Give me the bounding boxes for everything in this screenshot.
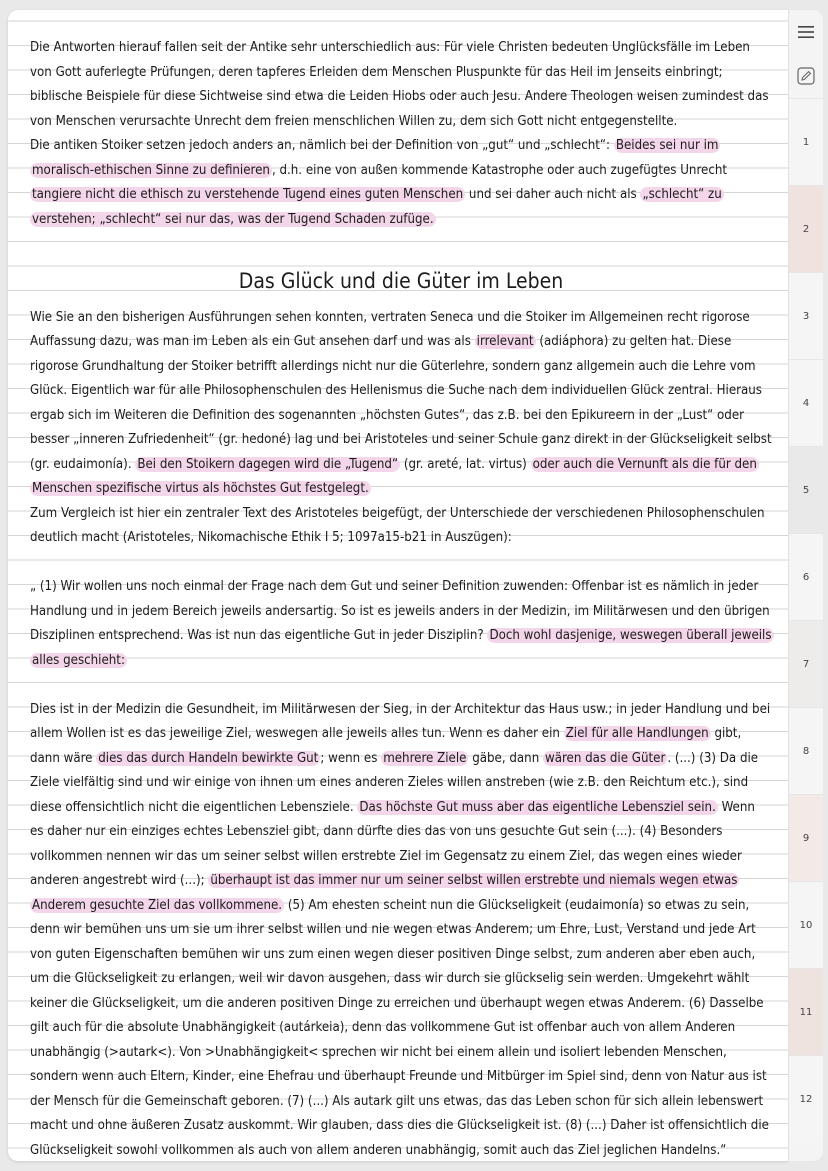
paragraph [30,306,772,502]
page-content [30,36,772,1161]
highlighted-text: wären das die Güter [545,750,666,766]
highlighted-text: Doch wohl dasjenige, weswegen überall jeweils alles geschieht: [32,628,772,668]
paragraph [30,134,772,232]
text-run: Die antiken Stoiker setzen jedoch anders an, nämlich bei der Definition von „gut“ und „schlecht“: [30,138,614,153]
text-run: (adiáphora) zu gelten hat. Diese rigorose Grundhaltung der Stoiker betrifft allerdings nicht nur die Güterlehre, sondern ganz allgemein auch die Lehre vom Glück. Eigentlich war für alle Philosophenschulen des Hellenismus die Suche nach dem individuellen Glück zentral. Hieraus ergab sich im Weiteren die Definition des sogenannten „höchsten Gutes“, das z.B. bei den Epikureern in der „Lust“ oder besser „inneren Zufriedenheit“ (gr. hedoné) lag und bei Aristoteles und seiner Schule ganz direkt in der Glückseligkeit selbst (gr. eudaimonía). [30,334,772,472]
edit-button[interactable] [789,54,823,98]
text-run: (gr. areté, lat. virtus) [400,456,531,472]
page-navigation-rail [788,10,823,1161]
text-run: Wie Sie an den bisherigen Ausführungen sehen konnten, vertraten Seneca und die Stoiker im Allgemeinen recht rigorose Auffassung dazu, was man im Leben als ein Gut ansehen darf und was als [30,309,750,349]
text-run: „ (1) Wir wollen uns noch einmal der Frage nach dem Gut und seiner Definition zuwenden: Offenbar ist es nämlich in jeder Handlung und in jedem Bereich jeweils andersartig. So ist es jeweils anders in der Medizin, im Militärwesen und den übrigen Disziplinen entsprechend. Was ist nun das eigentliche Gut in jeder Disziplin? [30,579,770,643]
notebook-page [8,10,788,1161]
text-run: gibt, dann wäre [30,726,742,766]
text-run: Dies ist in der Medizin die Gesundheit, im Militärwesen der Sieg, in der Architektur das Haus usw.; in jeder Handlung und bei allem Wollen ist es das jeweilige Ziel, weswegen alle jeweils alles tun. Wenn es daher ein [30,701,771,741]
page-tabs [789,98,823,1142]
highlighted-text: Ziel für alle Handlungen [565,726,709,741]
text-run: und sei daher auch nicht als [465,187,641,202]
highlighted-text: dies das durch Handeln bewirkte Gut [98,750,319,766]
page-tab-1[interactable]: 1 [789,98,823,185]
paragraph [30,698,772,1162]
section-title: Das Glück und die Güter im Leben [238,268,564,293]
text-run: (5) Am ehesten scheint nun die Glückseligkeit (eudaimonía) so etwas zu sein, denn wir bemühen uns um sie um ihrer selbst willen und nie wegen etwas Anderem; um Ehre, Lust, Verstand und jede Art von guten Eigenschaften bemühen wir uns zum einen wegen dieser positiven Dinge selbst, zum anderen aber eben auch, um die Glückseligkeit zu erlangen, weil wir davon ausgehen, dass wir durch sie glückselig sein werden. Umgekehrt wählt keiner die Glückseligkeit, um die anderen positiven Dinge zu erreichen und überhaupt wegen etwas Anderem. (6) Dasselbe gilt auch für die absolute Unabhängigkeit (autárkeia), denn das vollkommene Gut ist offenbar auch von allem Anderen unabhängig (>autark<). Von >Unabhängigkeit< sprechen wir nicht bei einem allein und isoliert lebenden Menschen, sondern wenn auch Eltern, Kinder, eine Ehefrau und überhaupt Freunde und Mitbürger im Spiel sind, denn von Natur aus ist der Mensch für die Gemeinschaft geboren. (7) (...) Als autark gilt uns etwas, das das Leben schon für sich allein lebenswert macht und ohne äußeren Zusatz auskommt. Wir glauben, dass dies die Glückseligkeit ist. (8) (...) Daher ist offensichtlich die Glückseligkeit sowohl vollkommen als auch von allem anderen unabhängig, somit auch das Ziel jeglichen Handelns.“ [30,897,769,1158]
text-run: Wenn es daher nur ein einziges echtes Lebensziel gibt, dann dürfte dies das von uns gesuchte Gut sein (...). (4) Besonders vollkommen nennen wir das um seiner selbst willen erstrebte Ziel im Gegensatz zu einem Ziel, das wegen eines wieder anderen angestrebt wird (...); [30,799,755,888]
highlighted-text: oder auch die Vernunft als die für den Menschen spezifische virtus als höchstes Gut festgelegt. [32,456,757,496]
text-run: gäbe, dann [468,750,543,766]
highlighted-text: Beides sei nur im moralisch-ethischen Sinne zu definieren [32,138,719,178]
text-run: Zum Vergleich ist hier ein zentraler Text des Aristoteles beigefügt, der Unterschiede der verschiedenen Philosophenschulen deutlich macht (Aristoteles, Nikomachische Ethik I 5; 1097a15-b21 in Auszügen): [30,505,765,545]
highlighted-text: mehrere Ziele [383,750,467,766]
pencil-icon [796,66,816,86]
highlighted-text: „schlecht“ zu verstehen; „schlecht“ sei nur das, was der Tugend Schaden zufüge. [32,187,722,227]
page-tab-10[interactable]: 10 [789,881,823,968]
page-tab-4[interactable]: 4 [789,359,823,446]
paragraph [30,575,772,673]
page-tab-7[interactable]: 7 [789,620,823,707]
menu-button[interactable] [789,10,823,54]
paragraph [30,36,772,134]
highlighted-text: überhaupt ist das immer nur um seiner selbst willen erstrebte und niemals wegen etwas Anderem gesuchte Ziel das vollkommene. [32,873,738,913]
blank-line [30,232,772,257]
page-tab-12[interactable]: 12 [789,1055,823,1142]
highlighted-text: tangiere nicht die ethisch zu verstehende Tugend eines guten Menschen [32,187,464,202]
page-tab-8[interactable]: 8 [789,707,823,794]
page-tab-11[interactable]: 11 [789,968,823,1055]
menu-icon [797,25,815,39]
highlighted-text: Bei den Stoikern dagegen wird die „Tugend“ [137,456,399,472]
page-tab-6[interactable]: 6 [789,533,823,620]
blank-line [30,673,772,698]
text-run: . (...) (3) Da die Ziele vielfältig sind und wir einige von ihnen um eines anderen Zieles willen anstreben (wie z.B. den Reichtum etc.), sind diese offensichtlich nicht die eigentlichen Lebensziele. [30,750,759,815]
text-run: Die Antworten hierauf fallen seit der Antike sehr unterschiedlich aus: Für viele Christen bedeuten Unglücksfälle im Leben von Gott auferlegte Prüfungen, deren tapferes Erleiden dem Menschen Pluspunkte für das Heil im Jenseits einbringt; biblische Beispiele für diese Sichtweise sind etwa die Leiden Hiobs oder auch Jesu. Andere Theologen weisen zumindest das von Menschen verursachte Unrecht dem freien menschlichen Willen zu, dem sich Gott nicht entgegenstellte. [30,40,769,129]
text-run: ; wenn es [320,750,382,766]
text-run: , d.h. eine von außen kommende Katastrophe oder auch zugefügtes Unrecht [271,162,728,178]
page-tab-5[interactable]: 5 [789,446,823,533]
page-tab-2[interactable]: 2 [789,185,823,272]
highlighted-text: irrelevant [476,334,534,349]
blank-line [30,551,772,576]
page-tab-9[interactable]: 9 [789,794,823,881]
highlighted-text: Das höchste Gut muss aber das eigentliche Lebensziel sein. [359,799,716,815]
paragraph [30,502,772,551]
page-tab-3[interactable]: 3 [789,272,823,359]
